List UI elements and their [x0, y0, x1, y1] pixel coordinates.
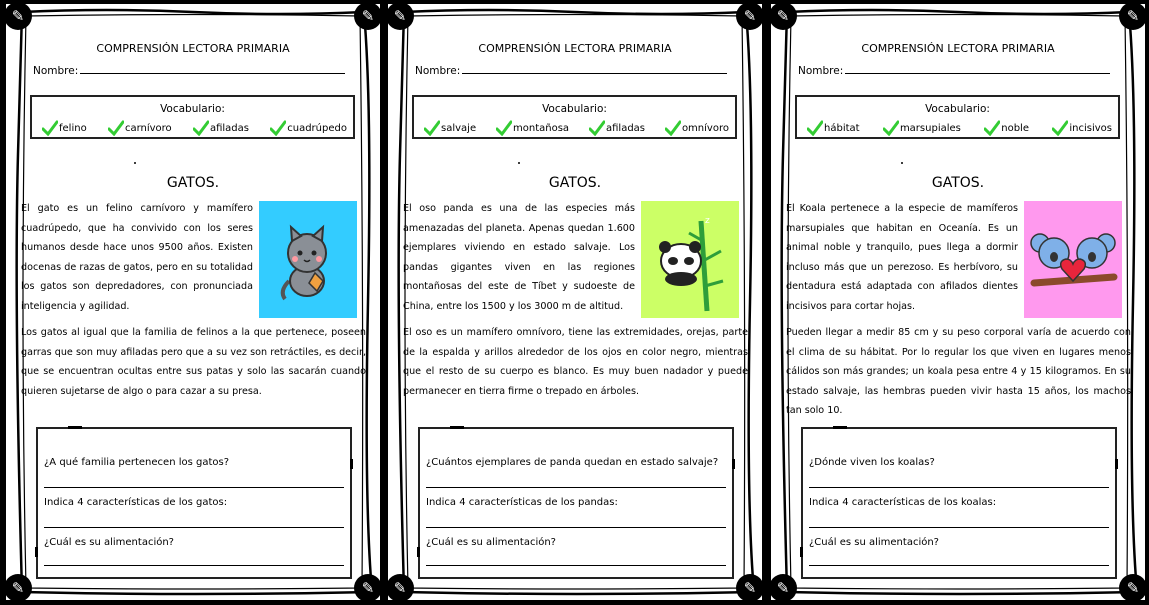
reading-paragraph-1: El Koala pertenece a la especie de mamíferos marsupiales que habitan en Oceanía. Es un animal noble y tranquilo, pues llega a dormir incluso más que un perezoso. Es herbívoro, su dentadura está adaptada con afilados dientes incisivos para cortar hojas. — [786, 203, 1018, 312]
question-2: Indica 4 características de los koalas: — [809, 497, 997, 508]
vocabulary-title: Vocabulario: — [925, 103, 990, 115]
vocabulary-box — [412, 95, 737, 139]
answer-line-2[interactable] — [809, 527, 1109, 528]
answer-line-3[interactable] — [44, 565, 344, 566]
question-3: ¿Cuál es su alimentación? — [809, 537, 939, 548]
vocab-word: montañosa — [513, 122, 570, 134]
vocab-word: salvaje — [441, 122, 477, 134]
worksheet-title: COMPRENSIÓN LECTORA PRIMARIA — [861, 42, 1055, 55]
checkmark-icon — [883, 120, 899, 136]
checkmark-icon — [589, 120, 605, 136]
answer-line-1[interactable] — [809, 487, 1109, 488]
corner-ornament: ✎ — [4, 574, 32, 602]
question-1: ¿Cuántos ejemplares de panda quedan en estado salvaje? — [426, 457, 719, 468]
checkmark-icon — [42, 120, 58, 136]
checkmark-icon — [270, 120, 286, 136]
corner-ornament: ✎ — [354, 574, 382, 602]
vocabulary-box — [30, 95, 355, 139]
question-2: Indica 4 características de los pandas: — [426, 497, 618, 508]
reading-heading: GATOS. — [548, 175, 602, 191]
koala-illustration — [1024, 201, 1122, 318]
reading-paragraph-2: Los gatos al igual que la familia de felinos a la que pertenece, poseen garras que son muy afiladas pero que a su vez son retráctiles, es decir, que se encuentran ocultas entre sus patas y solo las sacarán cuando quieren sujetarse de algo o para cazar a su presa. — [21, 327, 366, 397]
name-field[interactable] — [415, 64, 727, 77]
vocab-word: afiladas — [209, 122, 249, 134]
vocabulary-title: Vocabulario: — [542, 103, 607, 115]
checkmark-icon — [665, 120, 681, 136]
worksheet-page-panda — [388, 4, 762, 600]
vocab-word: felino — [59, 122, 87, 134]
reading-paragraph-1: El oso panda es una de las especies más amenazadas del planeta. Apenas quedan 1.600 ejemplares viviendo en estado salvaje. Los pandas gigantes viven en las regiones montañosas del este de Tíbet y sudoeste de China, entre los 1500 y los 3000 m de altitud. — [403, 203, 635, 312]
checkmark-icon — [193, 120, 209, 136]
question-3: ¿Cuál es su alimentación? — [44, 537, 174, 548]
vocab-word: omnívoro — [681, 122, 729, 134]
name-label: Nombre: — [798, 65, 844, 77]
reading-paragraph-1: El gato es un felino carnívoro y mamífero cuadrúpedo, que ha convivido con los seres humanos desde hace unos 9500 años. Existen docenas de razas de gatos, pero en su totalidad los gatos son depredadores, con pronunciada inteligencia y agilidad. — [21, 203, 253, 312]
question-2: Indica 4 características de los gatos: — [44, 497, 228, 508]
question-3: ¿Cuál es su alimentación? — [426, 537, 556, 548]
corner-ornament: ✎ — [4, 2, 32, 30]
vocab-word: noble — [1001, 122, 1029, 134]
name-label: Nombre: — [415, 65, 461, 77]
checkmark-icon — [424, 120, 440, 136]
checkmark-icon — [496, 120, 512, 136]
panda-illustration — [641, 201, 739, 318]
vocab-word: afiladas — [605, 122, 646, 134]
reading-heading: GATOS. — [931, 175, 985, 191]
answer-line-3[interactable] — [426, 565, 726, 566]
cat-illustration — [259, 201, 357, 318]
worksheet-title: COMPRENSIÓN LECTORA PRIMARIA — [96, 42, 290, 55]
checkmark-icon — [1052, 120, 1068, 136]
checkmark-icon — [108, 120, 124, 136]
answer-line-1[interactable] — [426, 487, 726, 488]
answer-line-1[interactable] — [44, 487, 344, 488]
question-1: ¿Dónde viven los koalas? — [809, 457, 935, 468]
corner-ornament: ✎ — [386, 2, 414, 30]
question-1: ¿A qué familia pertenecen los gatos? — [44, 457, 230, 468]
svg-text:z: z — [705, 216, 710, 226]
worksheet-title: COMPRENSIÓN LECTORA PRIMARIA — [478, 42, 672, 55]
answer-line-2[interactable] — [426, 527, 726, 528]
vocab-word: hábitat — [824, 122, 860, 134]
vocab-word: cuadrúpedo — [287, 122, 347, 134]
corner-ornament: ✎ — [1119, 2, 1147, 30]
reading-paragraph-2: Pueden llegar a medir 85 cm y su peso corporal varía de acuerdo con el clima de su hábitat. Por lo regular los que viven en lugares menos cálidos son más grandes; un koala pesa entre 4 y 15 kilogramos. En su estado salvaje, las hembras pueden vivir hasta 15 años, los machos tan solo 10. — [786, 327, 1131, 416]
vocab-word: incisivos — [1069, 122, 1112, 134]
corner-ornament: ✎ — [736, 574, 764, 602]
answer-line-3[interactable] — [809, 565, 1109, 566]
reading-paragraph-2: El oso es un mamífero omnívoro, tiene las extremidades, orejas, parte de la espalda y arillos alrededor de los ojos en color negro, mientras que el resto de su cuerpo es blanco. Es muy buen nadador y puede permanecer en tierra firme o trepado en árboles. — [403, 327, 748, 397]
corner-ornament: ✎ — [386, 574, 414, 602]
koala-icon — [1024, 201, 1122, 318]
vocab-word: marsupiales — [899, 122, 961, 134]
corner-ornament: ✎ — [769, 574, 797, 602]
corner-ornament: ✎ — [736, 2, 764, 30]
corner-ornament: ✎ — [1119, 574, 1147, 602]
worksheet-page-gatos — [6, 4, 380, 600]
answer-line-2[interactable] — [44, 527, 344, 528]
cat-icon — [259, 201, 357, 318]
checkmark-icon — [807, 120, 823, 136]
checkmark-icon — [984, 120, 1000, 136]
worksheet-page-koala — [771, 4, 1145, 600]
vocab-word: carnívoro — [124, 122, 172, 134]
vocabulary-title: Vocabulario: — [160, 103, 225, 115]
name-field[interactable] — [798, 64, 1110, 77]
name-label: Nombre: — [33, 65, 79, 77]
vocabulary-box — [795, 95, 1120, 139]
corner-ornament: ✎ — [354, 2, 382, 30]
panda-icon — [641, 201, 739, 318]
reading-heading: GATOS. — [166, 175, 220, 191]
questions-box — [418, 427, 734, 579]
corner-ornament: ✎ — [769, 2, 797, 30]
questions-box — [36, 427, 352, 579]
questions-box — [801, 427, 1117, 579]
name-field[interactable] — [33, 64, 345, 77]
